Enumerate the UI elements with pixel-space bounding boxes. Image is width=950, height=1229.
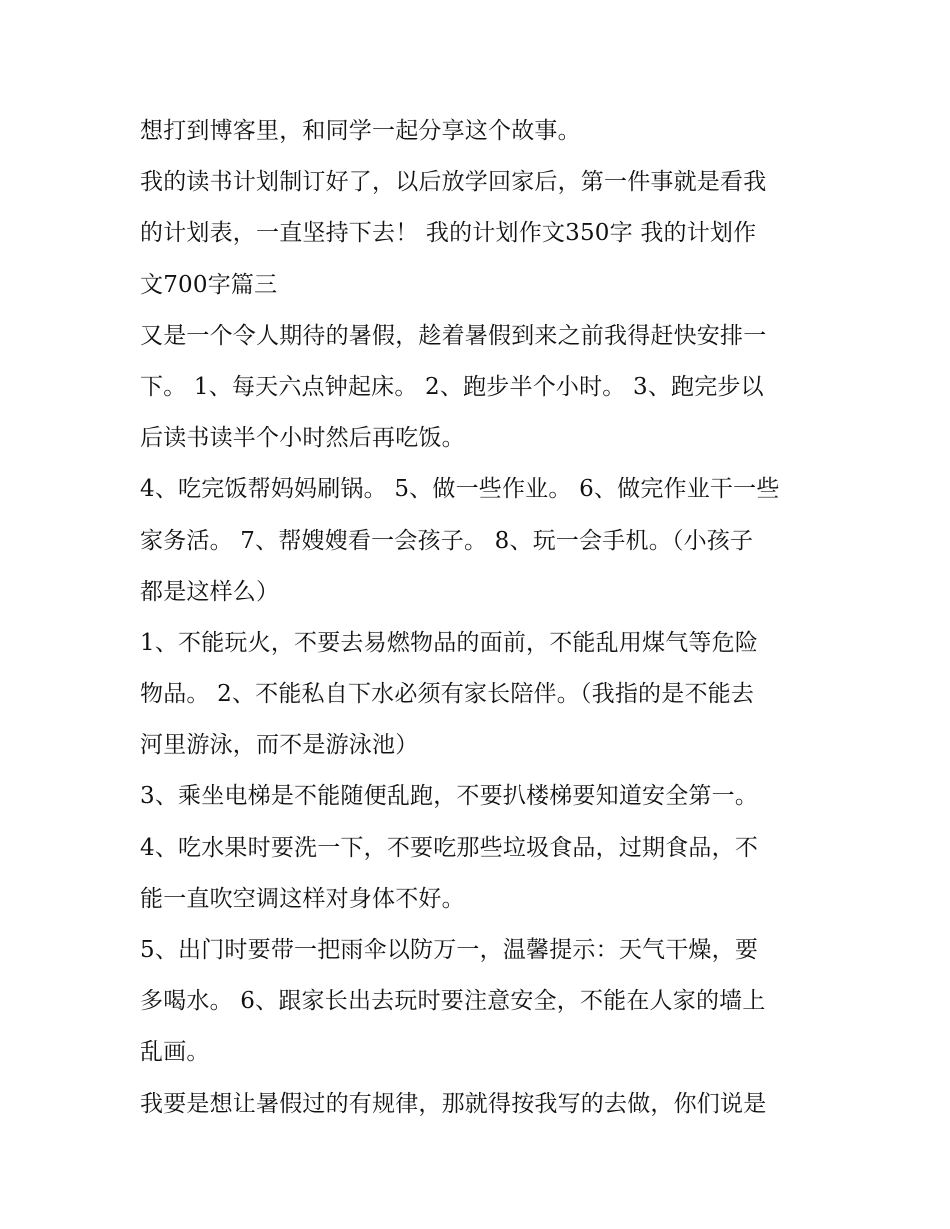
text-line: 乱画。 xyxy=(140,1039,210,1066)
text-line: 想打到博客里，和同学一起分享这个故事。 xyxy=(140,118,581,144)
text-line: 多喝水。 6、跟家长出去玩时要注意安全，不能在人家的墙上 xyxy=(140,988,766,1015)
text-line: 1、不能玩火，不要去易燃物品的面前，不能乱用煤气等危险 xyxy=(140,629,759,656)
text-line: 后读书读半个小时然后再吃饭。 xyxy=(140,425,465,452)
text-line: 河里游泳，而不是游泳池） xyxy=(140,732,419,759)
text-line: 文700字篇三 xyxy=(140,271,278,298)
document-body xyxy=(140,106,820,1130)
text-line: 3、乘坐电梯是不能随便乱跑，不要扒楼梯要知道安全第一。 xyxy=(140,783,759,810)
text-line: 我要是想让暑假过的有规律，那就得按我写的去做，你们说是 xyxy=(140,1090,767,1117)
text-line: 我的读书计划制订好了，以后放学回家后，第一件事就是看我 xyxy=(140,169,767,196)
text-line: 下。 1、每天六点钟起床。 2、跑步半个小时。 3、跑完步以 xyxy=(140,373,764,400)
text-line: 又是一个令人期待的暑假，趁着暑假到来之前我得赶快安排一 xyxy=(140,322,767,349)
text-line: 物品。 2、不能私自下水必须有家长陪伴。（我指的是不能去 xyxy=(140,681,755,708)
text-line: 都是这样么） xyxy=(140,578,280,605)
text-line: 4、吃水果时要洗一下，不要吃那些垃圾食品，过期食品，不 xyxy=(140,834,759,861)
text-line: 能一直吹空调这样对身体不好。 xyxy=(140,885,465,912)
text-line: 4、吃完饭帮妈妈刷锅。 5、做一些作业。 6、做完作业干一些 xyxy=(140,476,780,503)
text-line: 家务活。 7、帮嫂嫂看一会孩子。 8、玩一会手机。（小孩子 xyxy=(140,527,754,554)
text-line: 5、出门时要带一把雨伞以防万一，温馨提示：天气干燥，要 xyxy=(140,937,759,963)
text-line: 的计划表，一直坚持下去！ 我的计划作文350字 我的计划作 xyxy=(140,220,757,247)
